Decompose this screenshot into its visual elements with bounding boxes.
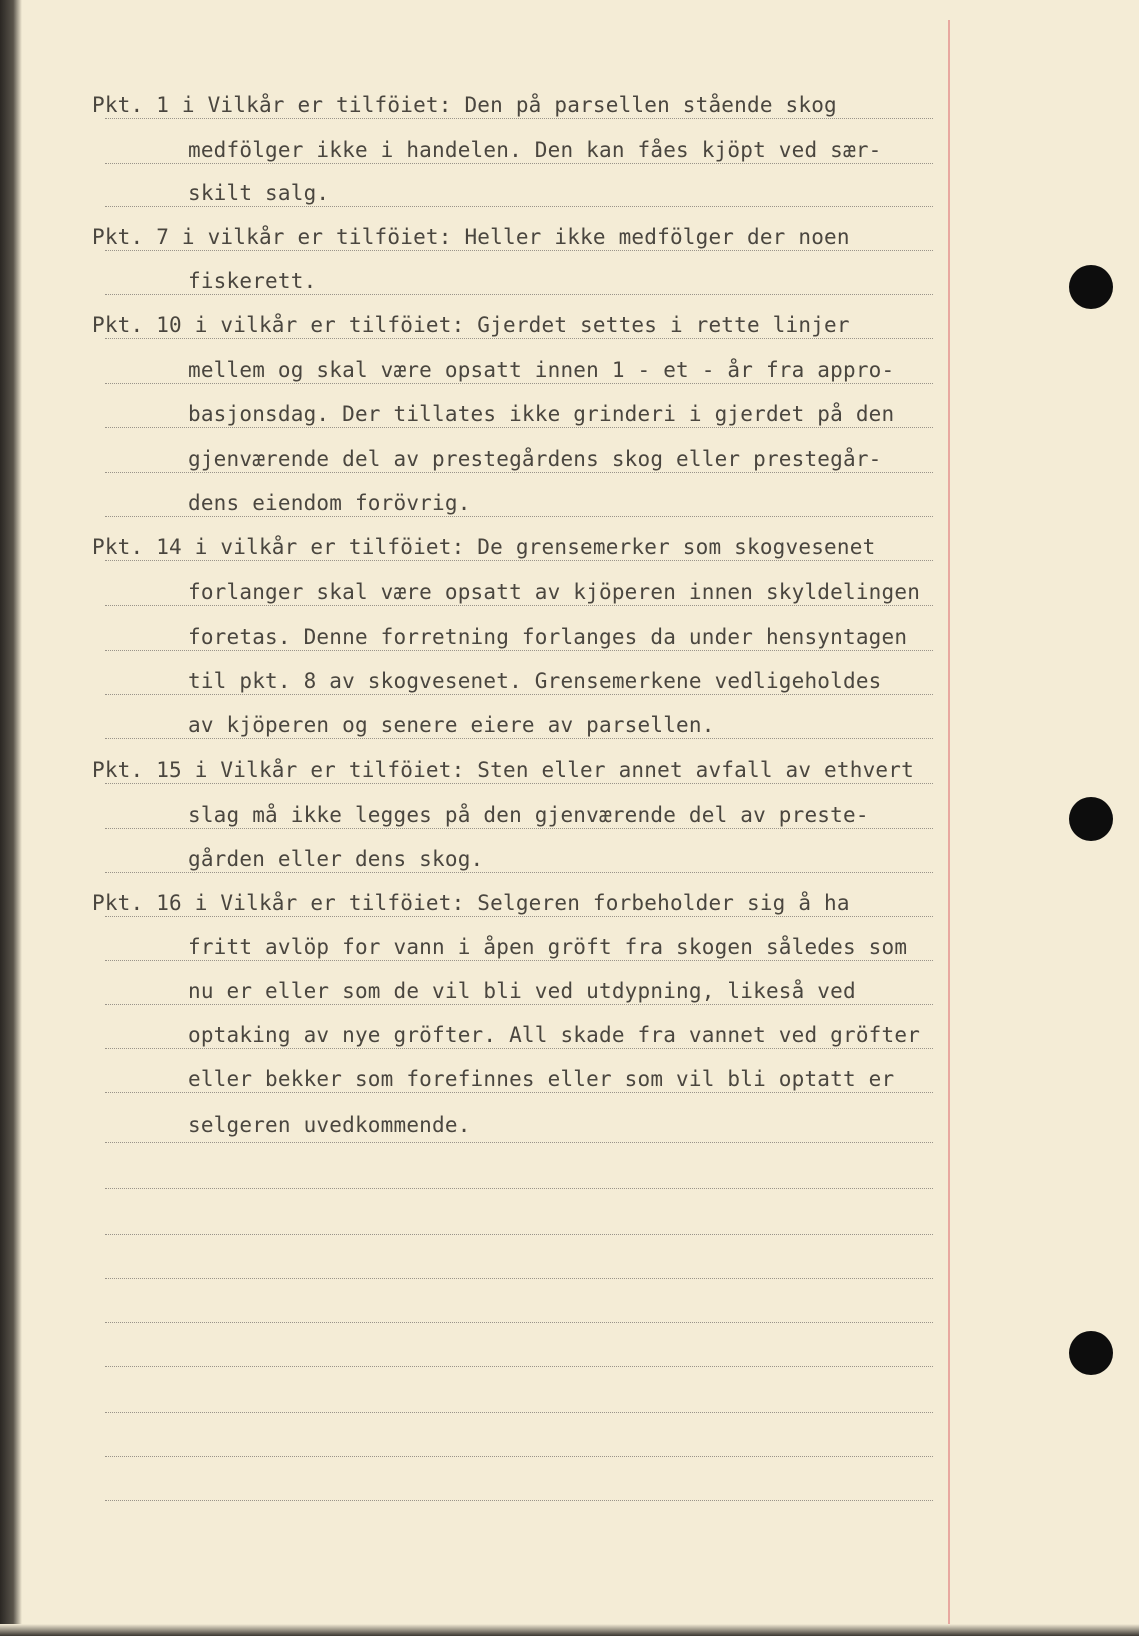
ruled-line (105, 427, 933, 428)
text-line: fritt avlöp for vann i åpen gröft fra skogen således som (188, 935, 908, 959)
text-line: slag må ikke legges på den gjenværende del av preste- (188, 803, 869, 827)
text-line: gjenværende del av prestegårdens skog eller prestegår- (188, 447, 882, 471)
ruled-line (105, 1278, 933, 1279)
text-line: Pkt. 15 i Vilkår er tilföiet: Sten eller annet avfall av ethvert (92, 758, 914, 782)
text-line: gården eller dens skog. (188, 847, 484, 871)
ruled-line (105, 516, 933, 517)
text-line: Pkt. 14 i vilkår er tilföiet: De grensemerker som skogvesenet (92, 535, 876, 559)
text-line: medfölger ikke i handelen. Den kan fåes kjöpt ved sær- (188, 138, 882, 162)
ruled-line (105, 1048, 933, 1049)
ruled-line (105, 383, 933, 384)
ruled-line (105, 118, 933, 119)
text-line: fiskerett. (188, 269, 317, 293)
text-line: basjonsdag. Der tillates ikke grinderi i gjerdet på den (188, 402, 895, 426)
ruled-line (105, 560, 933, 561)
punch-hole (1069, 265, 1113, 309)
ruled-line (105, 294, 933, 295)
ruled-line (105, 960, 933, 961)
ruled-line (105, 472, 933, 473)
punch-hole (1069, 797, 1113, 841)
ruled-line (105, 1234, 933, 1235)
text-line: optaking av nye gröfter. All skade fra vannet ved gröfter (188, 1023, 921, 1047)
ruled-line (105, 1142, 933, 1143)
punch-hole (1069, 1331, 1113, 1375)
text-line: eller bekker som forefinnes eller som vil bli optatt er (188, 1067, 895, 1091)
ruled-line (105, 605, 933, 606)
ruled-line (105, 1500, 933, 1501)
ruled-line (105, 1322, 933, 1323)
ruled-line (105, 650, 933, 651)
ruled-line (105, 1092, 933, 1093)
ruled-line (105, 1004, 933, 1005)
scan-edge-bottom (0, 1624, 1139, 1636)
ruled-line (105, 1456, 933, 1457)
ruled-line (105, 783, 933, 784)
text-line: skilt salg. (188, 181, 330, 205)
ruled-line (105, 738, 933, 739)
ruled-line (105, 338, 933, 339)
text-line: nu er eller som de vil bli ved utdypning, likeså ved (188, 979, 856, 1003)
text-line: Pkt. 7 i vilkår er tilföiet: Heller ikke medfölger der noen (92, 225, 850, 249)
text-line: Pkt. 16 i Vilkår er tilföiet: Selgeren forbeholder sig å ha (92, 891, 850, 915)
ruled-line (105, 1366, 933, 1367)
scan-edge-left (0, 0, 22, 1636)
ruled-line (105, 828, 933, 829)
text-line: mellem og skal være opsatt innen 1 - et - år fra appro- (188, 358, 895, 382)
ruled-line (105, 163, 933, 164)
ruled-line (105, 1412, 933, 1413)
text-line: forlanger skal være opsatt av kjöperen innen skyldelingen (188, 580, 921, 604)
ruled-line (105, 872, 933, 873)
text-line: Pkt. 10 i vilkår er tilföiet: Gjerdet settes i rette linjer (92, 313, 850, 337)
ruled-line (105, 916, 933, 917)
text-line: av kjöperen og senere eiere av parsellen. (188, 713, 715, 737)
ruled-line (105, 250, 933, 251)
text-line: foretas. Denne forretning forlanges da under hensyntagen (188, 625, 908, 649)
ruled-line (105, 1188, 933, 1189)
text-line: dens eiendom forövrig. (188, 491, 471, 515)
text-line: Pkt. 1 i Vilkår er tilföiet: Den på parsellen stående skog (92, 93, 837, 117)
text-line: til pkt. 8 av skogvesenet. Grensemerkene vedligeholdes (188, 669, 882, 693)
ruled-line (105, 694, 933, 695)
text-line: selgeren uvedkommende. (188, 1113, 471, 1137)
margin-rule (948, 20, 950, 1630)
ruled-line (105, 206, 933, 207)
